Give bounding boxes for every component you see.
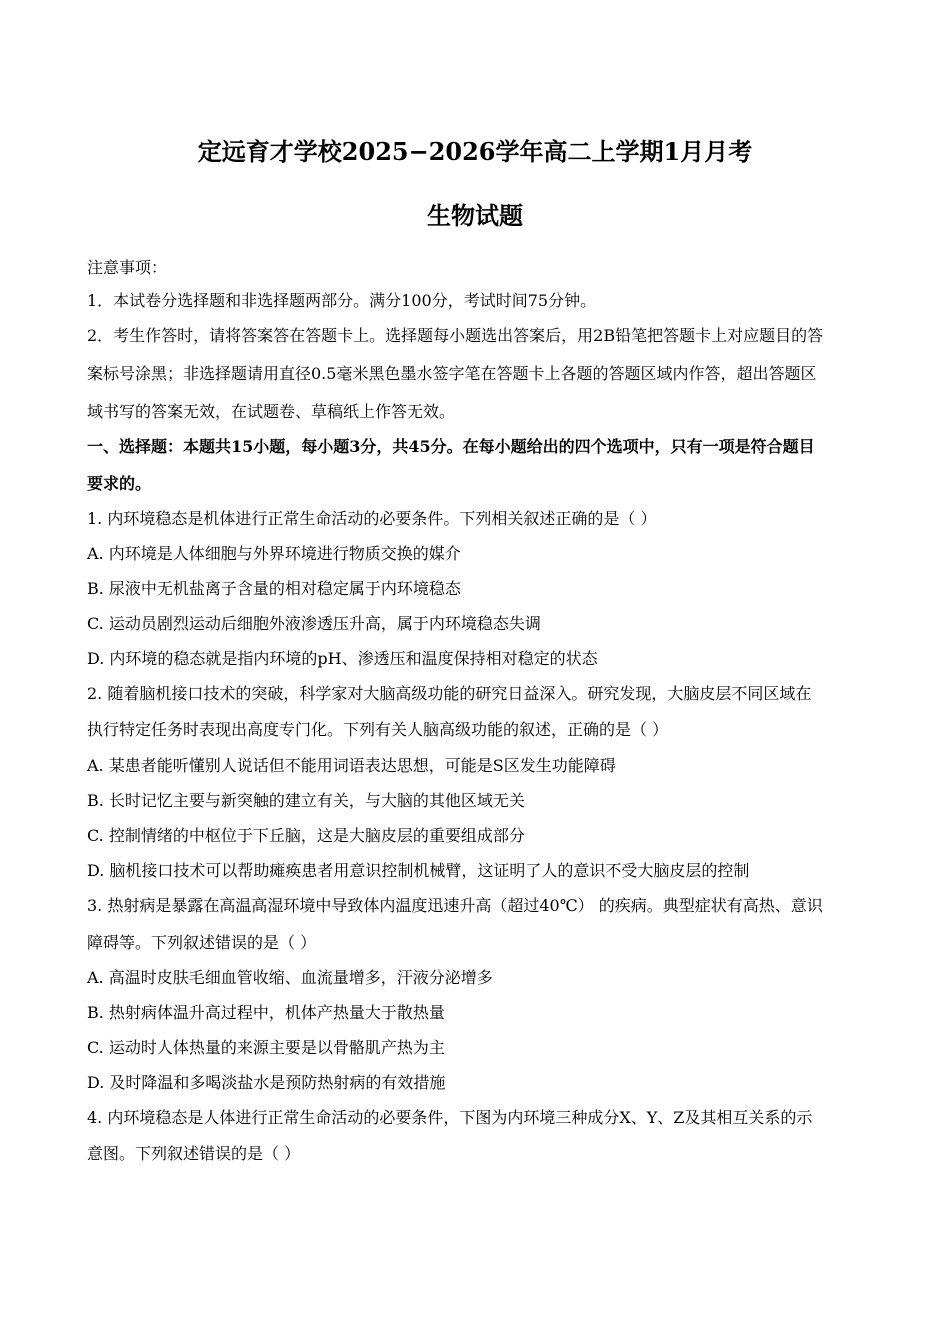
exam-subject-title: 生物试题 (427, 201, 523, 230)
question-3-option-a: A. 高温时皮肤毛细血管收缩、血流量增多，汗液分泌增多 (87, 968, 493, 987)
question-2-option-b: B. 长时记忆主要与新突触的建立有关，与大脑的其他区域无关 (87, 791, 525, 810)
notice-line: 2．考生作答时，请将答案答在答题卡上。选择题每小题选出答案后，用2B铅笔把答题卡上对应题目的答 (87, 326, 824, 345)
exam-title: 定远育才学校2025−2026学年高二上学期1月月考 (197, 137, 753, 166)
question-2-option-a: A. 某患者能听懂别人说话但不能用词语表达思想，可能是S区发生功能障碍 (87, 756, 616, 775)
question-1-option-c: C. 运动员剧烈运动后细胞外液渗透压升高，属于内环境稳态失调 (87, 614, 541, 633)
section-heading: 一、选择题：本题共15小题，每小题3分，共45分。在每小题给出的四个选项中，只有一项是符合题目 (87, 437, 815, 456)
notice-line: 1．本试卷分选择题和非选择题两部分。满分100分，考试时间75分钟。 (87, 291, 597, 310)
question-1-option-d: D. 内环境的稳态就是指内环境的pH、渗透压和温度保持相对稳定的状态 (87, 649, 598, 668)
question-4-stem: 意图。下列叙述错误的是（ ） (87, 1144, 301, 1163)
question-3-stem: 障碍等。下列叙述错误的是（ ） (87, 933, 317, 952)
question-2-stem: 2. 随着脑机接口技术的突破，科学家对大脑高级功能的研究日益深入。研究发现，大脑皮层不同区域在 (87, 684, 812, 703)
question-1-option-a: A. 内环境是人体细胞与外界环境进行物质交换的媒介 (87, 544, 461, 563)
question-2-option-c: C. 控制情绪的中枢位于下丘脑，这是大脑皮层的重要组成部分 (87, 826, 525, 845)
question-3-option-c: C. 运动时人体热量的来源主要是以骨骼肌产热为主 (87, 1038, 445, 1057)
question-3-option-d: D. 及时降温和多喝淡盐水是预防热射病的有效措施 (87, 1073, 446, 1092)
question-2-option-d: D. 脑机接口技术可以帮助瘫痪患者用意识控制机械臂，这证明了人的意识不受大脑皮层的控制 (87, 861, 750, 880)
section-heading: 要求的。 (87, 474, 152, 493)
question-2-stem: 执行特定任务时表现出高度专门化。下列有关人脑高级功能的叙述，正确的是（ ） (87, 720, 669, 739)
question-1-option-b: B. 尿液中无机盐离子含量的相对稳定属于内环境稳态 (87, 579, 461, 598)
notice-line: 案标号涂黑；非选择题请用直径0.5毫米黑色墨水签字笔在答题卡上各题的答题区域内作答，超出答题区 (87, 364, 817, 383)
notice-line: 域书写的答案无效，在试题卷、草稿纸上作答无效。 (87, 402, 456, 421)
question-1-stem: 1. 内环境稳态是机体进行正常生命活动的必要条件。下列相关叙述正确的是（ ） (87, 509, 657, 528)
question-3-option-b: B. 热射病体温升高过程中，机体产热量大于散热量 (87, 1003, 445, 1022)
question-3-stem: 3. 热射病是暴露在高温高湿环境中导致体内温度迅速升高（超过40℃） 的疾病。典型症状有高热、意识 (87, 896, 823, 915)
question-4-stem: 4. 内环境稳态是人体进行正常生命活动的必要条件，下图为内环境三种成分X、Y、Z及其相互关系的示 (87, 1108, 813, 1127)
notice-heading: 注意事项： (87, 258, 168, 277)
